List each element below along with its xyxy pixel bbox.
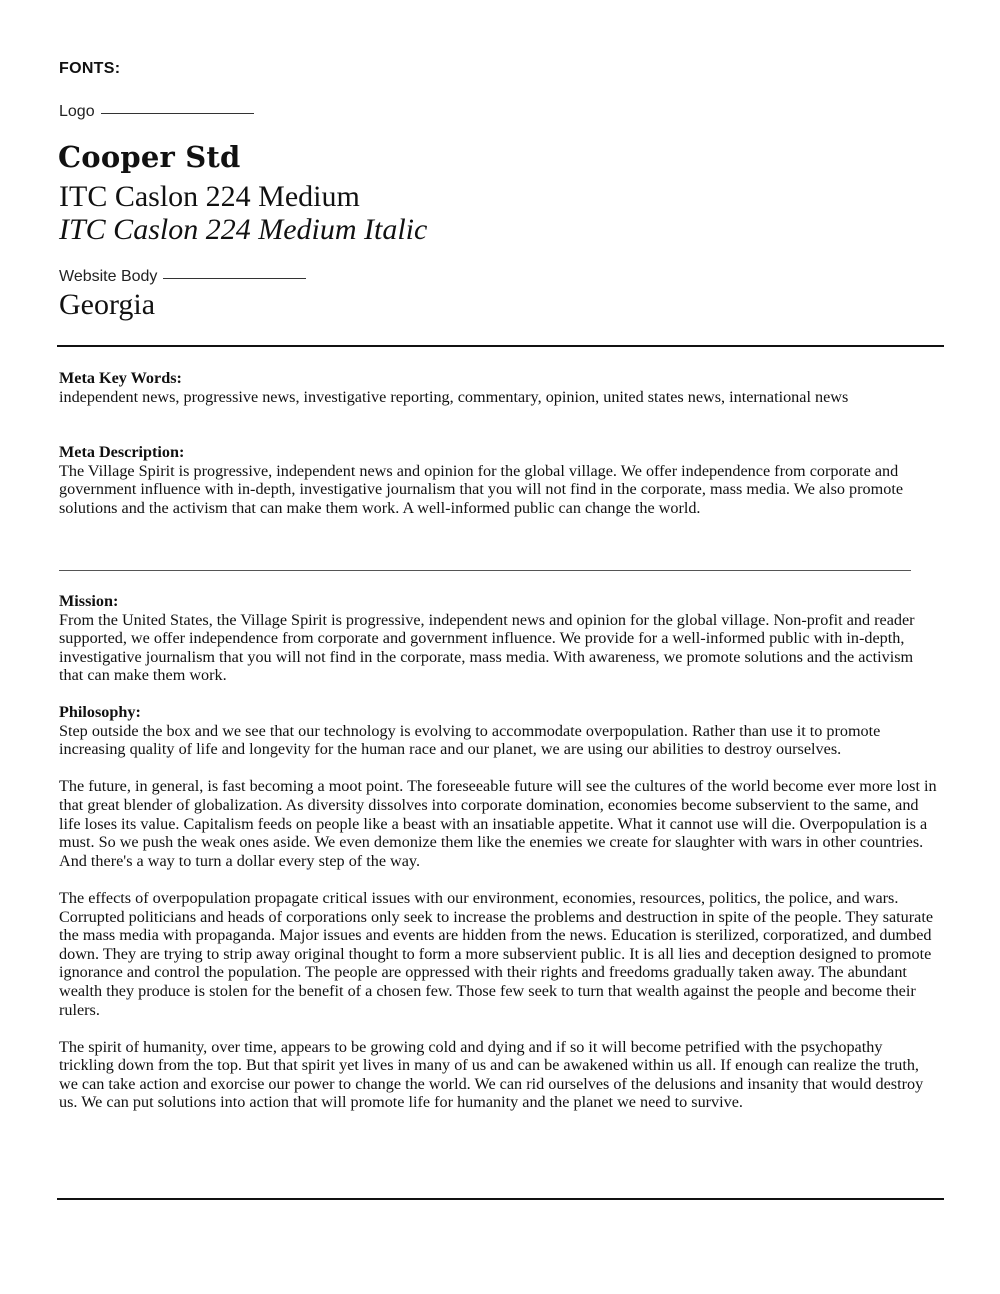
website-body-label-rule [163, 278, 306, 279]
philosophy-section [59, 703, 939, 1112]
logo-label [59, 103, 254, 121]
philosophy-paragraph: The spirit of humanity, over time, appears to be growing cold and dying and if so it will become petrified with the psychopathy trickling down from the top. But that spirit yet lives in many of us and can be awakened within us all. If enough can realize the truth, we can take action and exorcise our power to change the world. We can rid ourselves of the delusions and insanity that would destroy us. We can put solutions into action that will promote life for humanity and the planet we need to survive. [59, 1037, 924, 1112]
philosophy-heading: Philosophy: [59, 703, 141, 721]
bottom-divider [57, 1198, 944, 1200]
meta-keywords-text: independent news, progressive news, investigative reporting, commentary, opinion, united states news, international news [59, 387, 849, 406]
website-body-label-text: Website Body [59, 268, 158, 285]
meta-description-text: The Village Spirit is progressive, independent news and opinion for the global village. We offer independence from corporate and government influence with in-depth, investigative journalism that you will not find in the corporate, mass media. We also promote solutions and the activism that can make them work. A well-informed public can change the world. [59, 461, 904, 517]
meta-keywords-heading: Meta Key Words: [59, 369, 182, 387]
fonts-heading: FONTS: [59, 60, 121, 77]
logo-label-rule [101, 113, 254, 114]
caslon-medium-sample: ITC Caslon 224 Medium [59, 180, 360, 213]
meta-description-heading: Meta Description: [59, 443, 185, 461]
philosophy-paragraph: The effects of overpopulation propagate critical issues with our environment, economies, resources, politics, the police, and wars. Corrupted politicians and heads of corporations only seek to increase the problems and destruction in spite of the people. They saturate the mass media with propaganda. Major issues and events are hidden from the news. Education is sterilized, corporatized, and dumbed down. They are trying to strip away original thought to form a more subservient public. It is all lies and deception designed to promote ignorance and control the population. The people are oppressed with their rights and freedoms gradually taken away. The abundant wealth they produce is stolen for the benefit of a chosen few. Those few seek to turn that wealth against the people and become their rulers. [59, 888, 934, 1019]
mission-heading: Mission: [59, 592, 119, 610]
georgia-sample: Georgia [59, 288, 156, 321]
mission-section [59, 592, 939, 685]
caslon-medium-italic-sample: ITC Caslon 224 Medium Italic [59, 213, 428, 246]
philosophy-paragraph: Step outside the box and we see that our technology is evolving to accommodate overpopulation. Rather than use it to promote increasing quality of life and longevity for the human race and our planet, we are using our abilities to destroy ourselves. [59, 721, 881, 759]
website-body-label [59, 268, 306, 286]
middle-divider [59, 570, 911, 571]
meta-keywords-section [59, 369, 939, 406]
meta-description-section [59, 443, 939, 517]
top-divider [57, 345, 944, 347]
cooper-std-sample: Cooper Std [58, 140, 241, 174]
logo-label-text: Logo [59, 103, 95, 120]
philosophy-paragraph: The future, in general, is fast becoming a moot point. The foreseeable future will see the cultures of the world become ever more lost in that great blender of globalization. As diversity dissolves into corporate domination, economies become subservient to the same, and life loses its value. Capitalism feeds on people like a beast with an insatiable appetite. What it cannot use will die. Overpopulation is a must. So we push the weak ones aside. We even demonize them like the enemies we create for slaughter with wars in other countries. And there's a way to turn a dollar every step of the way. [59, 777, 937, 870]
mission-text: From the United States, the Village Spirit is progressive, independent news and opinion for the global village. Non-profit and reader supported, we offer independence from corporate and government influence. We provide for a well-informed public with in-depth, investigative journalism that you will not find in the corporate, mass media. With awareness, we promote solutions and the activism that can make them work. [59, 610, 915, 685]
